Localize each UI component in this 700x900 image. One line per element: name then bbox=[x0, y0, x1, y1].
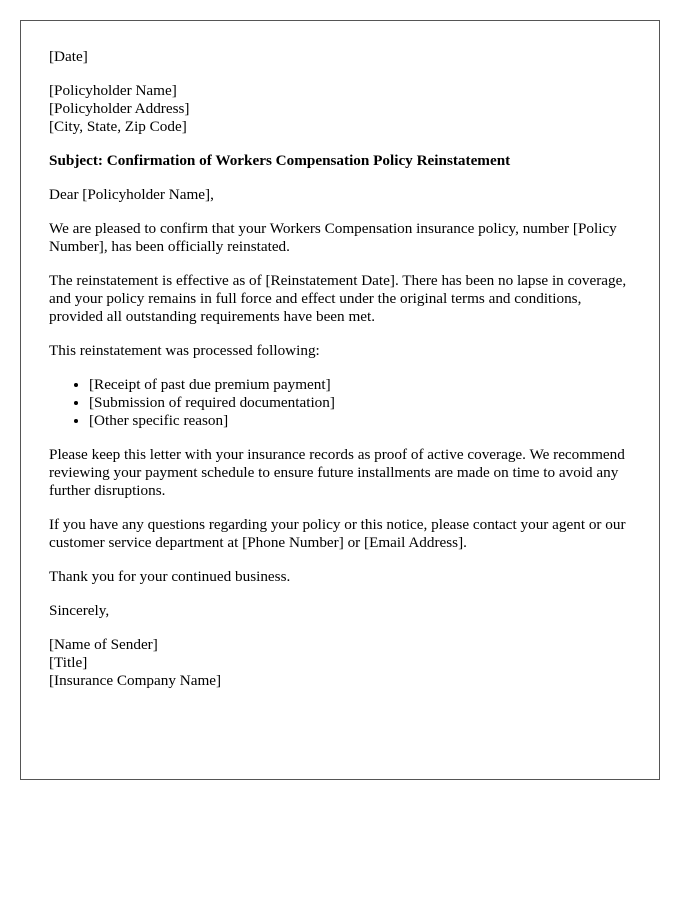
signature-block bbox=[49, 636, 631, 690]
letter-subject: Subject: Confirmation of Workers Compensation Policy Reinstatement bbox=[49, 152, 511, 169]
recipient-address-block bbox=[49, 82, 631, 136]
confirmation-paragraph: We are pleased to confirm that your Workers Compensation insurance policy, number [Policy Number], has been officially reinstated. bbox=[49, 220, 617, 255]
list-item: • [Receipt of past due premium payment] bbox=[89, 376, 631, 394]
letter-salutation: Dear [Policyholder Name], bbox=[49, 186, 214, 203]
list-item: • [Other specific reason] bbox=[89, 412, 631, 430]
reinstatement-reasons-list bbox=[49, 376, 631, 430]
thanks-line: Thank you for your continued business. bbox=[49, 568, 291, 585]
effective-date-paragraph: The reinstatement is effective as of [Reinstatement Date]. There has been no lapse in coverage, and your policy remains in full force and effect under the original terms and conditions, provided all outstanding requirements have been met. bbox=[49, 272, 627, 325]
recipient-address: [Policyholder Address] bbox=[49, 100, 190, 117]
closing-line: Sincerely, bbox=[49, 602, 110, 619]
sender-name: [Name of Sender] bbox=[49, 636, 158, 653]
list-intro: This reinstatement was processed following: bbox=[49, 342, 320, 359]
recipient-city-state-zip: [City, State, Zip Code] bbox=[49, 118, 187, 135]
list-item: • [Submission of required documentation] bbox=[89, 394, 631, 412]
records-paragraph: Please keep this letter with your insurance records as proof of active coverage. We recommend reviewing your payment schedule to ensure future installments are made on time to avoid any further disruptions. bbox=[49, 446, 625, 499]
recipient-name: [Policyholder Name] bbox=[49, 82, 177, 99]
letter-date: [Date] bbox=[49, 48, 88, 65]
sender-title: [Title] bbox=[49, 654, 88, 671]
sender-company: [Insurance Company Name] bbox=[49, 672, 222, 689]
contact-paragraph: If you have any questions regarding your policy or this notice, please contact your agent or our customer service department at [Phone Number] or [Email Address]. bbox=[49, 516, 626, 551]
letter-page bbox=[20, 20, 660, 780]
